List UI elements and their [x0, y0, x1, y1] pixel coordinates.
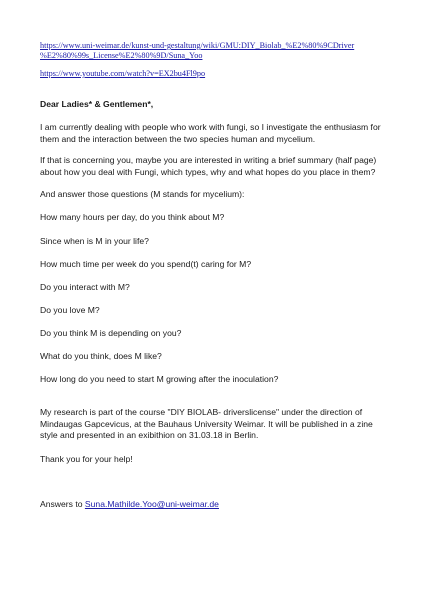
research-paragraph: My research is part of the course "DIY BIOLAB- driverslicense" under the direction of Mindaugas Gapcevicus, at the Bauhaus University Weimar. It will be published in a zine style and presented in an exibithion on 31.03.18 in Berlin. — [40, 407, 373, 440]
instruction-line: And answer those questions (M stands for mycelium): — [40, 189, 245, 199]
intro-paragraph: I am currently dealing with people who work with fungi, so I investigate the enthusiasm for them and the interaction between the two species human and mycelium. — [40, 122, 381, 144]
request-paragraph: If that is concerning you, maybe you are interested in writing a brief summary (half page) about how you deal with Fungi, which types, why and what hopes do you place in them? — [40, 155, 377, 177]
question-8: How long do you need to start M growing after the inoculation? — [40, 374, 279, 384]
youtube-link[interactable]: https://www.youtube.com/watch?v=EX2bu4Fl9po — [40, 69, 206, 78]
question-3: How much time per week do you spend(t) caring for M? — [40, 259, 252, 269]
thanks-line: Thank you for your help! — [40, 454, 133, 464]
answers-prefix: Answers to — [40, 499, 85, 509]
answers-email-link[interactable]: Suna.Mathilde.Yoo@uni-weimar.de — [84, 499, 219, 509]
wiki-link-line-1[interactable]: https://www.uni-weimar.de/kunst-und-gestaltung/wiki/GMU:DIY_Biolab_%E2%80%9CDriver — [40, 41, 355, 50]
question-6: Do you think M is depending on you? — [40, 328, 182, 338]
wiki-link-line-2[interactable]: %E2%80%99s_License%E2%80%9D/Suna_Yoo — [40, 51, 203, 60]
question-4: Do you interact with M? — [40, 282, 130, 292]
question-2: Since when is M in your life? — [40, 236, 149, 246]
greeting: Dear Ladies* & Gentlemen*, — [40, 99, 154, 109]
answers-line — [40, 499, 390, 511]
question-7: What do you think, does M like? — [40, 351, 162, 361]
question-5: Do you love M? — [40, 305, 100, 315]
question-1: How many hours per day, do you think about M? — [40, 212, 225, 222]
